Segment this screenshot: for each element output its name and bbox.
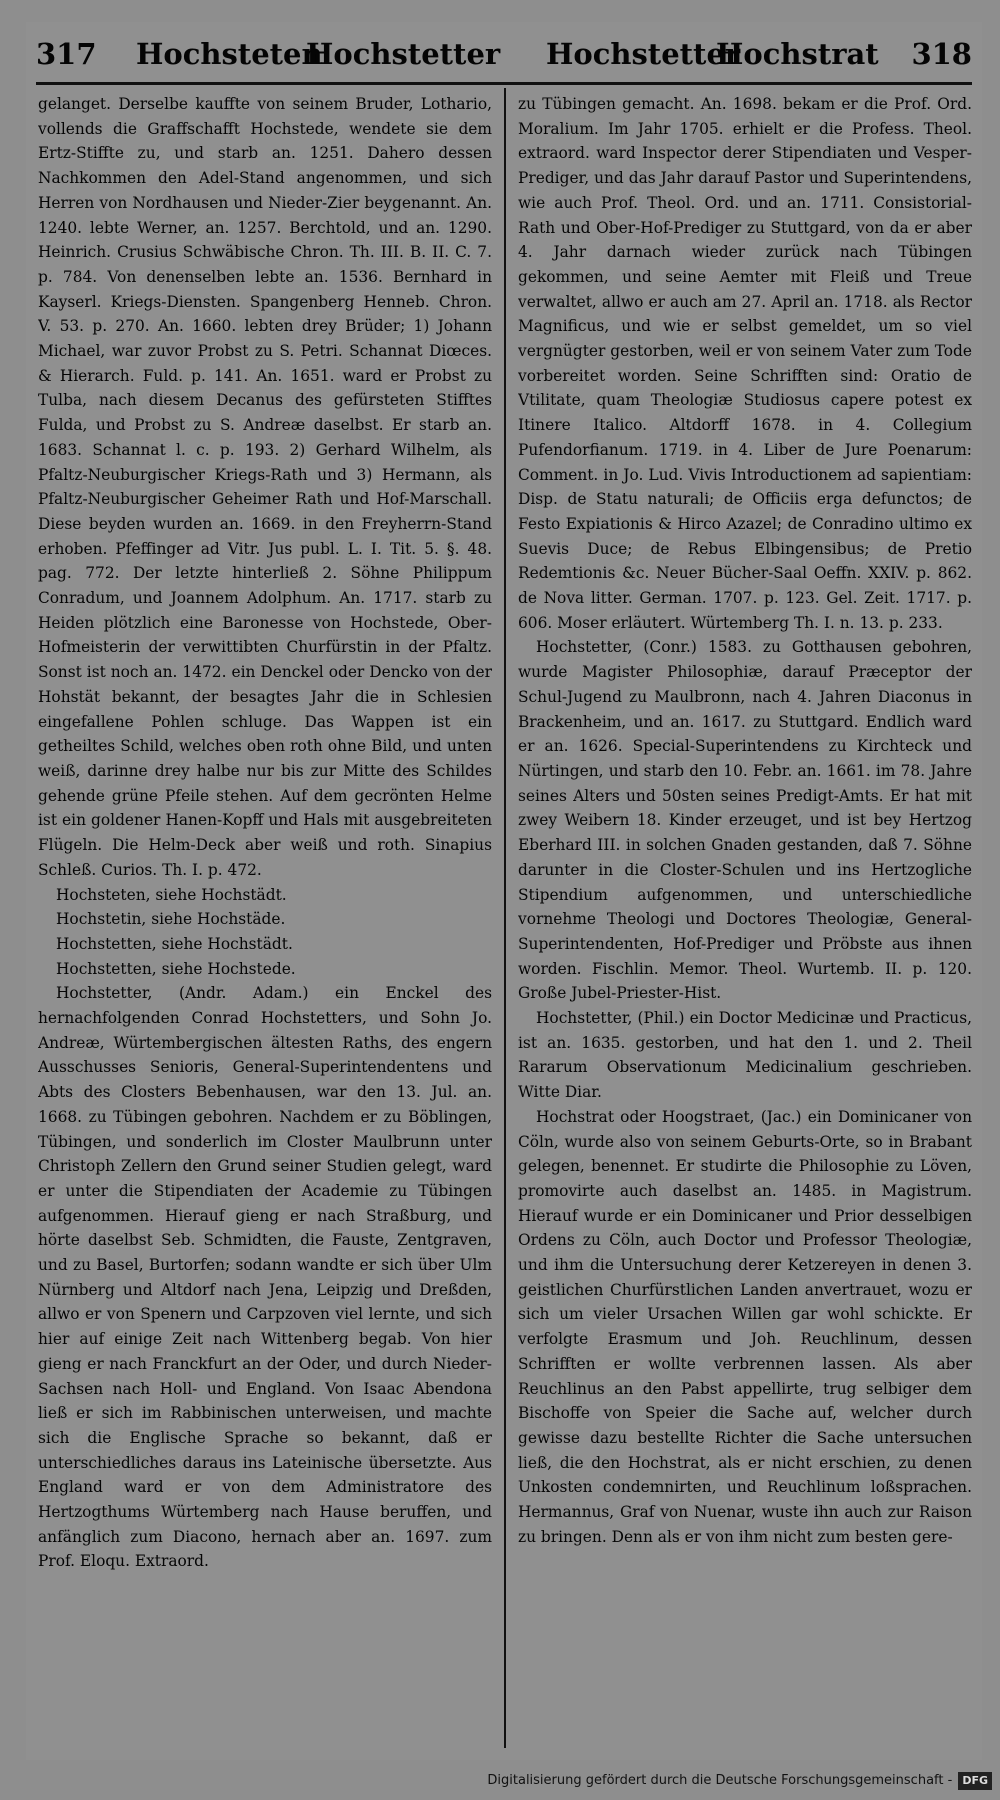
digitization-credit xyxy=(487,1768,992,1794)
cross-reference: Hochsteten, siehe Hochstädt. xyxy=(56,885,287,904)
page-number-right: 318 xyxy=(911,37,972,71)
scanned-page xyxy=(26,22,982,1760)
entry-hochstrat-jac: Hochstrat oder Hoogstraet, (Jac.) ein Dominicaner von Cöln, wurde also von seinem Geburts-Orte, so in Brabant gelegen, benennet. Er studirte die Philosophie zu Löven, promovirte auch daselbst an. 1485. in Magistrum. Hierauf wurde er ein Dominicaner und Prior desselbigen Ordens zu Cöln, auch Doctor und Professor Theologiæ, und ihm die Untersuchung derer Ketzereyen in denen 3. geistlichen Churfürstlichen Landen anvertrauet, wozu er sich um vieler Ursachen Willen gar wohl schickte. Er verfolgte Erasmum und Joh. Reuchlinum, dessen Schrifften er wollte verbrennen lassen. Als aber Reuchlinus an den Pabst appellirte, trug selbiger dem Bischoffe von Speier die Sache auf, welcher durch gewisse dazu bestellte Richter die Sache untersuchen ließ, die den Hochstrat, als er nicht erschien, zu denen Unkosten condemnirten, und Reuchlinum loßsprachen. Hermannus, Graf von Nuenar, wuste ihn auch zur Raison zu bringen. Denn als er von ihm nicht zum besten gere- xyxy=(518,1107,972,1546)
header-keyword-left-2: Hochstetter xyxy=(306,37,501,71)
paragraph-hochstede-family: gelanget. Derselbe kauffte von seinem Bruder, Lothario, vollends die Graffschafft Hochstede, wendete sie dem Ertz-Stiffte zu, und starb an. 1251. Dahero dessen Nachkommen den Adel-Stand angenommen, und sich Herren von Nordhausen und Nieder-Zier beygenannt. An. 1240. lebte Werner, an. 1257. Berchtold, und an. 1290. Heinrich. Crusius Schwäbische Chron. Th. III. B. II. C. 7. p. 784. Von denenselben lebte an. 1536. Bernhard in Kayserl. Kriegs-Diensten. Spangenberg Henneb. Chron. V. 53. p. 270. An. 1660. lebten drey Brüder; 1) Johann Michael, war zuvor Probst zu S. Petri. Schannat Diœces. & Hierarch. Fuld. p. 141. An. 1651. ward er Probst zu Tulba, nach diesem Decanus des gefürsteten Stifftes Fulda, und Probst zu S. Andreæ daselbst. Er starb an. 1683. Schannat l. c. p. 193. 2) Gerhard Wilhelm, als Pfaltz-Neuburgischer Kriegs-Rath und 3) Hermann, als Pfaltz-Neuburgischer Geheimer Rath und Hof-Marschall. Diese beyden wurden an. 1669. in den Freyherrn-Stand erhoben. Pfeffinger ad Vitr. Jus publ. L. I. Tit. 5. §. 48. pag. 772. Der letzte hinterließ 2. Söhne Philippum Conradum, und Joannem Adolphum. An. 1717. starb zu Heiden plötzlich eine Baronesse von Hochstede, Ober-Hofmeisterin der verwittibten Churfürstin in der Pfaltz. Sonst ist noch an. 1472. ein Denckel oder Dencko von der Hohstät bekannt, der besagtes Jahr die in Schlesien eingefallene Pohlen schluge. Das Wappen ist ein getheiltes Schild, welches oben roth ohne Bild, und unten weiß, darinne drey halbe nur bis zur Mitte des Schildes gehende grüne Pfeile stehen. Auf dem gecrönten Helme ist ein goldener Hanen-Kopff und Hals mit ausgebreiteten Flügeln. Die Helm-Deck aber weiß und roth. Sinapius Schleß. Curios. Th. I. p. 472. xyxy=(38,95,492,879)
entry-hochstetter-phil: Hochstetter, (Phil.) ein Doctor Medicinæ und Practicus, ist an. 1635. gestorben, und hat den 1. und 2. Theil Rararum Observationum Medicinalium geschrieben. Witte Diar. xyxy=(518,1009,972,1102)
cross-reference: Hochstetten, siehe Hochstede. xyxy=(56,959,296,978)
column-divider xyxy=(504,88,506,1748)
paragraph-continuation: zu Tübingen gemacht. An. 1698. bekam er die Prof. Ord. Moralium. Im Jahr 1705. erhielt er die Profess. Theol. extraord. ward Inspector derer Stipendiaten und Vesper-Prediger, und das Jahr darauf Pastor und Superintendens, wie auch Prof. Theol. Ord. und an. 1711. Consistorial-Rath und Ober-Hof-Prediger zu Stuttgard, von da er aber 4. Jahr darnach wieder zurück nach Tübingen gekommen, und seine Aemter mit Fleiß und Treue verwaltet, allwo er auch am 27. April an. 1718. als Rector Magnificus, und wie er selbst gemeldet, um so viel vergnügter gestorben, weil er von seinem Vater zum Tode vorbereitet worden. Seine Schrifften sind: Oratio de Vtilitate, quam Theologiæ Studiosus capere potest ex Itinere Italico. Altdorff 1678. in 4. Collegium Pufendorfianum. 1719. in 4. Liber de Jure Poenarum: Comment. in Jo. Lud. Vivis Introductionem ad sapientiam: Disp. de Statu naturali; de Officiis erga defunctos; de Festo Expiationis & Hirco Azazel; de Conradino ultimo ex Suevis Duce; de Rebus Elbingensibus; de Pretio Redemtionis &c. Neuer Bücher-Saal Oeffn. XXIV. p. 862. de Nova litter. German. 1707. p. 123. Gel. Zeit. 1717. p. 606. Moser erläutert. Würtemberg Th. I. n. 13. p. 233. xyxy=(518,95,972,632)
header-rule xyxy=(36,82,972,85)
cross-reference: Hochstetten, siehe Hochstädt. xyxy=(56,934,293,953)
entry-hochstetter-conr: Hochstetter, (Conr.) 1583. zu Gotthausen gebohren, wurde Magister Philosophiæ, darauf Præceptor der Schul-Jugend zu Maulbronn, nach 4. Jahren Diaconus in Brackenheim, und an. 1617. zu Stuttgard. Endlich ward er an. 1626. Special-Superintendens zu Kirchteck und Nürtingen, und starb den 10. Febr. an. 1661. im 78. Jahre seines Alters und 50sten seines Predigt-Amts. Er hat mit zwey Weibern 18. Kinder erzeuget, und ist bey Hertzog Eberhard III. in solchen Gnaden gestanden, daß 7. Söhne darunter in die Closter-Schulen und ins Hertzogliche Stipendium aufgenommen, und unterschiedliche vornehme Theologi und Doctores Theologiæ, General-Superintendenten, Hof-Prediger und Pröbste aus ihnen worden. Fischlin. Memor. Theol. Wurtemb. II. p. 120. Große Jubel-Priester-Hist. xyxy=(518,638,972,1003)
running-header xyxy=(36,30,972,78)
header-keyword-left-1: Hochsteten xyxy=(136,37,323,71)
header-keyword-right-1: Hochstetter xyxy=(546,37,741,71)
entry-hochstetter-andr-adam: Hochstetter, (Andr. Adam.) ein Enckel des hernachfolgenden Conrad Hochstetters, und Sohn Jo. Andreæ, Würtembergischen ältesten Raths, des engern Ausschusses Senioris, General-Superintendentens und Abts des Closters Bebenhausen, war den 13. Jul. an. 1668. zu Tübingen gebohren. Nachdem er zu Böblingen, Tübingen, und sonderlich im Closter Maulbrunn unter Christoph Zellern den Grund seiner Studien gelegt, ward er unter die Stipendiaten der Academie zu Tübingen aufgenommen. Hierauf gieng er nach Straßburg, und hörte daselbst Seb. Schmidten, die Fauste, Zentgraven, und zu Basel, Burtorfen; sodann wandte er sich über Ulm Nürnberg und Altdorf nach Jena, Leipzig und Dreßden, allwo er von Spenern und Carpzoven viel lernte, und sich hier auf einige Zeit nach Wittenberg begab. Von hier gieng er nach Franckfurt an der Oder, und durch Nieder-Sachsen nach Holl- und England. Von Isaac Abendona ließ er sich im Rabbinischen unterweisen, und machte sich die Englische Sprache so bekannt, daß er unterschiedliches daraus ins Lateinische übersetzte. Aus England ward er von dem Administratore des Hertzogthums Würtemberg nach Hause beruffen, und anfänglich zum Diacono, hernach aber an. 1697. zum Prof. Eloqu. Extraord. xyxy=(38,984,492,1571)
dfg-logo: DFG xyxy=(958,1772,992,1790)
cross-reference: Hochstetin, siehe Hochstäde. xyxy=(56,910,286,929)
page-number-left: 317 xyxy=(36,37,97,71)
right-column xyxy=(518,92,972,1752)
left-column xyxy=(38,92,492,1752)
credit-text: Digitalisierung gefördert durch die Deutsche Forschungsgemeinschaft - xyxy=(487,1773,953,1788)
header-keyword-right-2: Hochstrat xyxy=(716,37,879,71)
